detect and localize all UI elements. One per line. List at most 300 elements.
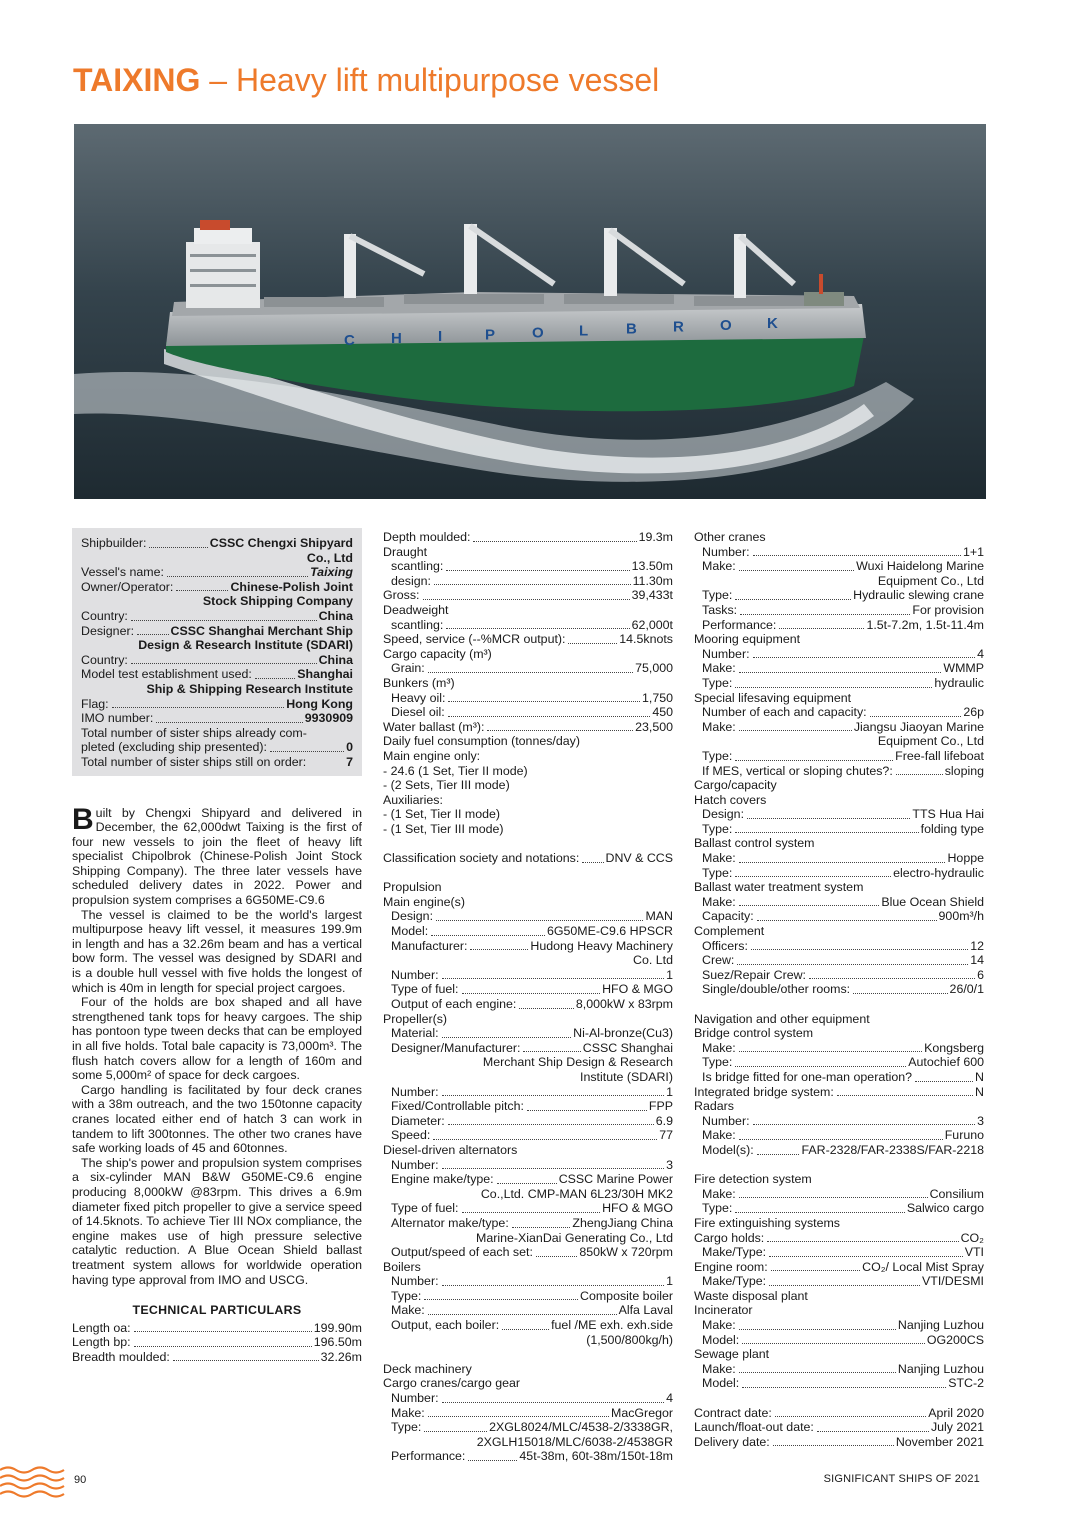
spec-label: Model test establishment used: [81,667,252,682]
spec-value: July 2021 [930,1420,984,1435]
spec-value: 13.50m [631,559,673,574]
spec-heading: Fire extinguishing systems [694,1215,840,1230]
spec-row [694,1435,984,1450]
spec-value: 14.5knots [619,632,673,647]
dot-leader [735,599,851,600]
spec-row [694,1231,984,1246]
spec-row [383,1289,673,1304]
spec-value: Blue Ocean Shield [881,894,984,909]
hull-letter: P [485,326,496,344]
article-paragraph: The ship's power and propulsion system comprises a six-cylinder MAN B&W G50ME-C9.6 engine producing 8,000kW @83rpm. This drives a 6.9m diameter fixed pitch propeller to give a service speed of 14.5knots. To achieve Tier III NOx compliance, the engine makes use of high pressure selective catalytic reduction. A Blue Ocean Shield ballast treatment system allows for worldwide operation having type approval from IMO and USCG. [72,1155,362,1287]
spec-row [694,1187,984,1202]
dot-leader [753,555,961,556]
dot-leader [809,978,975,979]
dot-leader [527,1110,647,1111]
spec-label: Make: [391,1405,425,1420]
spec-label: Shipbuilder: [81,536,147,550]
spec-heading: - 24.6 (1 Set, Tier II mode) [383,763,528,778]
spec-row [383,1406,673,1421]
hull-letter: I [438,328,443,346]
spec-value: Kongsberg [924,1040,984,1055]
spec-row [383,1041,673,1056]
spec-row [383,588,673,603]
spec-label: Cargo holds: [694,1230,765,1245]
dot-leader [156,722,302,723]
hull-letter: C [344,332,355,349]
spec-label: Design: [391,909,434,924]
spec-value: Hydraulic slewing crane [853,588,984,603]
dot-leader [442,1285,665,1286]
spec-value: 45t-38m, 60t-38m/150t-18m [519,1449,673,1464]
dot-leader [767,1241,958,1242]
dot-leader [434,584,631,585]
spec-row [383,632,673,647]
spec-value: 196.50m [313,1335,362,1350]
spec-row [72,1350,362,1365]
spec-label: Classification society and notations: [383,851,580,866]
spec-row [694,1041,984,1056]
spec-row [694,647,984,662]
spec-value: China [318,608,353,623]
spec-value: OG200CS [926,1332,984,1347]
spec-label: Fixed/Controllable pitch: [391,1099,524,1114]
dot-leader [173,1360,319,1361]
dot-leader [255,678,295,679]
spec-label: Make: [702,559,736,574]
spec-row [383,982,673,997]
spec-value: November 2021 [895,1434,984,1449]
hull-letter: H [391,330,402,348]
spec-label: pleted (excluding ship presented): [81,740,267,755]
spec-heading: Total number of sister ships already com- [81,725,307,740]
spec-label: Total number of sister ships still on order: [81,754,307,769]
spec-value: China [318,652,353,667]
dot-leader [448,701,640,702]
dot-leader [436,920,643,921]
spec-label: Model(s): [702,1142,754,1157]
spec-heading: Diesel-driven alternators [383,1142,518,1157]
spec-value: 26p [963,705,984,720]
article-paragraph: Cargo handling is facilitated by four deck cranes with a 38m outreach, and the two 150tonne capacity cranes located either end of hatch 3 can work in tandem to lift 300tonnes. The other two cranes have safe working loads of 45 and 60tonnes. [72,1082,362,1156]
spec-heading: Boilers [383,1259,421,1274]
dot-leader [742,1387,946,1388]
dot-leader [773,1445,894,1446]
spec-value: 26/0/1 [949,982,984,997]
spec-label: Heavy oil: [391,690,446,705]
spec-label: Diesel oil: [391,705,445,720]
spec-value-continued: Co. Ltd [633,953,673,968]
dot-leader [462,1212,601,1213]
spec-value: 2XGL8024/MLC/4538-2/3338GR, [489,1420,673,1435]
spec-label: Breadth moulded: [72,1349,170,1364]
spec-value: MacGregor [611,1405,673,1420]
spec-value: 12 [970,938,984,953]
dot-leader [735,687,932,688]
spec-row [383,1085,673,1100]
spec-label: scantling: [391,617,444,632]
spec-value: Shanghai [297,667,353,682]
dot-leader [779,628,864,629]
spec-heading: Radars [694,1099,734,1114]
spec-row [383,1303,673,1318]
spec-row [694,909,984,924]
spec-label: Type: [702,1201,733,1216]
spec-row [694,1376,984,1391]
spec-row [694,1070,984,1085]
spec-row [694,1201,984,1216]
dot-leader [428,1416,609,1417]
spec-heading: Waste disposal plant [694,1288,808,1303]
drop-cap: B [72,802,94,836]
spec-value: N [975,1084,984,1099]
spec-value: Furuno [944,1128,984,1143]
technical-particulars-heading: TECHNICAL PARTICULARS [132,1303,302,1318]
spec-label: Model: [702,1376,740,1391]
dot-leader [134,1331,312,1332]
dot-leader [737,964,968,965]
dot-leader [771,1270,860,1271]
spec-heading: Deck machinery [383,1361,472,1376]
spec-row [694,1362,984,1377]
spec-row [72,1321,362,1336]
spec-label: Country: [81,652,128,667]
spec-value: FPP [648,1099,673,1114]
spec-value: TTS Hua Hai [912,807,984,822]
spec-value: FAR-2328/FAR-2338S/FAR-2218 [801,1142,984,1157]
spec-value: Chinese-Polish Joint [230,579,353,594]
spec-value-continued: Co., Ltd [306,550,353,565]
spec-label: Alternator make/type: [391,1215,509,1230]
spec-value: 6G50ME-C9.6 HPSCR [546,924,673,939]
spec-label: Make: [702,851,736,866]
spec-label: Number: [391,1084,439,1099]
dot-leader [112,707,285,708]
spec-row [383,618,673,633]
spec-row [81,667,353,682]
spec-value: 900m³/h [938,909,984,924]
dot-leader [176,590,228,591]
spec-row [694,588,984,603]
spec-label: Type: [702,588,733,603]
spec-heading: Deadweight [383,602,449,617]
spec-label: Single/double/other rooms: [702,982,851,997]
spec-label: Material: [391,1026,439,1041]
spec-row [383,1391,673,1406]
spec-heading: Incinerator [694,1303,753,1318]
dot-leader [739,905,880,906]
spacer [694,1391,984,1406]
spec-value: Hoppe [947,851,984,866]
spec-label: Number: [702,646,750,661]
spec-value: CSSC Chengxi Shipyard [209,536,353,550]
spec-label: Type: [391,1420,422,1435]
spec-label: Type: [702,748,733,763]
spec-row [383,1318,673,1333]
spec-value: 4 [977,646,984,661]
dot-leader [446,628,629,629]
spec-row [694,982,984,997]
spec-heading: Other cranes [694,530,766,544]
spec-label: Make: [702,719,736,734]
spacer [383,866,673,881]
spec-row [694,1406,984,1421]
dot-leader [519,1008,574,1009]
dot-leader [502,1329,549,1330]
spec-value-continued: Merchant Ship Design & Research [482,1055,673,1070]
dot-leader [487,730,633,731]
spec-value: Hudong Heavy Machinery [530,938,673,953]
spec-label: Flag: [81,696,109,711]
spec-value: 199.90m [313,1320,362,1335]
spec-value: Nanjing Luzhou [897,1318,984,1333]
spec-value: 850kW x 720rpm [579,1245,673,1260]
spec-row [383,968,673,983]
dot-leader [523,1051,580,1052]
hull-letter: K [767,314,778,332]
dot-leader [837,1095,973,1096]
spec-label: Make/Type: [702,1245,767,1260]
dot-leader [497,1183,557,1184]
spec-row [383,1128,673,1143]
spec-heading: Propulsion [383,880,442,895]
spec-row [383,1026,673,1041]
spec-value-continued: Co.,Ltd. CMP-MAN 6L23/30H MK2 [480,1186,673,1201]
article-body [72,802,362,1288]
spec-value: Ni-Al-bronze(Cu3) [573,1026,673,1041]
spec-value: Taixing [310,565,353,580]
spec-row [72,1335,362,1350]
spec-label: Make: [702,1318,736,1333]
dot-leader [423,599,630,600]
spec-label: Length oa: [72,1320,131,1335]
spec-label: Number: [702,544,750,559]
spec-row [694,545,984,560]
spec-heading: Cargo/capacity [694,778,777,793]
spec-heading: Hatch covers [694,792,767,807]
spec-label: Vessel's name: [81,565,164,580]
spec-heading: Propeller(s) [383,1011,448,1026]
spec-heading: Cargo cranes/cargo gear [383,1376,521,1391]
dot-leader [769,1256,963,1257]
spec-row [81,565,353,580]
spec-value: 9930909 [304,711,353,726]
publication-footer: SIGNIFICANT SHIPS OF 2021 [823,1473,980,1485]
spec-row [383,574,673,589]
spec-value: 4 [666,1391,673,1406]
spec-label: scantling: [391,559,444,574]
dot-leader [751,949,968,950]
dot-leader [582,862,603,863]
spec-label: Type: [702,675,733,690]
spec-value: 8,000kW x 83rpm [575,997,673,1011]
spec-value: 3 [666,1157,673,1172]
spec-row [383,1420,673,1435]
spec-value: 19.3m [638,530,673,544]
spec-value-continued: (1,500/800kg/h) [586,1332,673,1347]
spec-label: Number: [702,1113,750,1128]
spec-value: 1 [666,967,673,982]
spec-row [694,1420,984,1435]
dot-leader [131,620,317,621]
dot-leader [757,920,937,921]
spec-row [694,968,984,983]
spec-value: 0 [346,740,353,755]
spec-label: Officers: [702,938,748,953]
dot-leader [442,1095,665,1096]
dot-leader [442,1168,665,1169]
spec-value: WMMP [943,661,984,676]
spec-value: HFO & MGO [602,982,673,997]
dot-leader [442,1037,572,1038]
column-left [72,528,362,1364]
spec-label: Number: [391,1274,439,1289]
spec-label: Type: [702,1055,733,1070]
spec-value: DNV & CCS [605,851,673,866]
spec-label: Output, each boiler: [391,1318,500,1333]
spec-label: Integrated bridge system: [694,1084,834,1099]
spacer [694,997,984,1012]
spec-value: Alfa Laval [618,1303,673,1318]
spec-value: MAN [645,909,673,924]
spec-value: For provision [912,602,984,617]
spec-row [81,697,353,712]
spec-heading: - (2 Sets, Tier III mode) [383,778,510,793]
spec-label: Output/speed of each set: [391,1245,533,1260]
spec-label: Water ballast (m³): [383,719,485,734]
spec-row [694,1128,984,1143]
spec-label: Number: [391,1391,439,1406]
page-number: 90 [74,1474,87,1486]
vessel-photo [74,124,986,499]
dot-leader [131,663,317,664]
spec-label: Make: [702,1186,736,1201]
article-paragraph [72,802,362,908]
spec-value: Composite boiler [580,1288,673,1303]
spec-value-continued: Marine-XianDai Generating Co., Ltd [476,1230,673,1245]
spec-heading: Fire detection system [694,1172,812,1187]
spec-label: Make: [391,1303,425,1318]
spec-label: Performance: [391,1449,466,1464]
dot-leader [769,1285,920,1286]
spec-value-continued: Stock Shipping Company [202,594,353,609]
spec-heading: Main engine only: [383,748,481,763]
spec-row [694,676,984,691]
dot-leader [470,949,528,950]
dot-leader [757,1154,800,1155]
spec-heading: Mooring equipment [694,632,801,647]
spec-label: If MES, vertical or sloping chutes?: [702,763,893,778]
spec-label: Depth moulded: [383,530,471,544]
spec-label: Output of each engine: [391,997,517,1011]
spec-heading: Bridge control system [694,1026,814,1041]
spec-heading: - (1 Set, Tier III mode) [383,821,504,836]
dot-leader [735,832,918,833]
spec-value: 75,000 [635,661,673,676]
spec-row [383,1158,673,1173]
spec-value-continued: 2XGLH15018/MLC/6038-2/4538GR [476,1434,673,1449]
dot-leader [739,1051,922,1052]
spec-row [383,939,673,954]
spec-row [383,1216,673,1231]
spec-value: CSSC Shanghai [582,1040,673,1055]
spacer [383,1347,673,1362]
dot-leader [446,570,629,571]
spec-label: Designer: [81,623,135,638]
dot-leader [512,1227,571,1228]
spec-value: Free-fall lifeboat [895,748,984,763]
spec-row [383,1172,673,1187]
dot-leader [735,1066,906,1067]
spec-value: ZhengJiang China [572,1215,673,1230]
spec-value: CO₂ [960,1230,984,1245]
spec-heading: Special lifesaving equipment [694,690,852,705]
spec-label: Capacity: [702,909,754,924]
dot-leader [270,751,344,752]
spec-label: Tasks: [702,602,738,617]
spec-label: Type: [702,865,733,880]
spec-label: Type: [391,1288,422,1303]
dot-leader [149,547,207,548]
spec-value: Wuxi Haidelong Marine [856,559,984,574]
spec-value: 77 [659,1128,673,1143]
spec-value-continued: Equipment Co., Ltd [877,734,984,749]
spec-value: 6 [977,967,984,982]
spacer [383,836,673,851]
dot-leader [568,643,617,644]
spec-heading: Ballast water treatment system [694,880,864,895]
dot-leader [424,1431,487,1432]
spec-row [383,1449,673,1464]
spec-heading: Auxiliaries: [383,792,443,807]
spec-row [81,740,353,755]
dot-leader [870,716,962,717]
spec-row [694,1143,984,1158]
page-title [73,60,659,100]
dot-leader [739,1197,928,1198]
dot-leader [468,1460,517,1461]
column-right [694,530,984,1449]
dot-leader [137,634,169,635]
spec-value: Consilium [929,1186,984,1201]
spec-row [694,720,984,735]
spec-row [694,1055,984,1070]
spec-row [694,559,984,574]
spec-row [694,764,984,779]
spec-value: CSSC Shanghai Merchant Ship [170,623,353,638]
dot-leader [896,774,943,775]
spec-label: Gross: [383,588,420,603]
spec-label: Length bp: [72,1335,131,1350]
spec-row [694,953,984,968]
spec-value: Hong Kong [286,696,353,711]
spec-label: Performance: [702,617,777,632]
spacer [694,1158,984,1173]
spec-value: 11.30m [632,573,673,588]
dot-leader [431,935,545,936]
dot-leader [134,1346,312,1347]
spec-label: Owner/Operator: [81,579,174,594]
spec-value: 1+1 [962,544,984,559]
spec-label: design: [391,573,431,588]
spec-heading: Navigation and other equipment [694,1011,870,1026]
spec-label: Manufacturer: [391,938,468,953]
spec-row [694,603,984,618]
dot-leader [817,1431,929,1432]
spec-value: 23,500 [635,719,673,734]
spec-row [81,580,353,595]
spec-heading: Bunkers (m³) [383,675,455,690]
dot-leader [747,818,910,819]
